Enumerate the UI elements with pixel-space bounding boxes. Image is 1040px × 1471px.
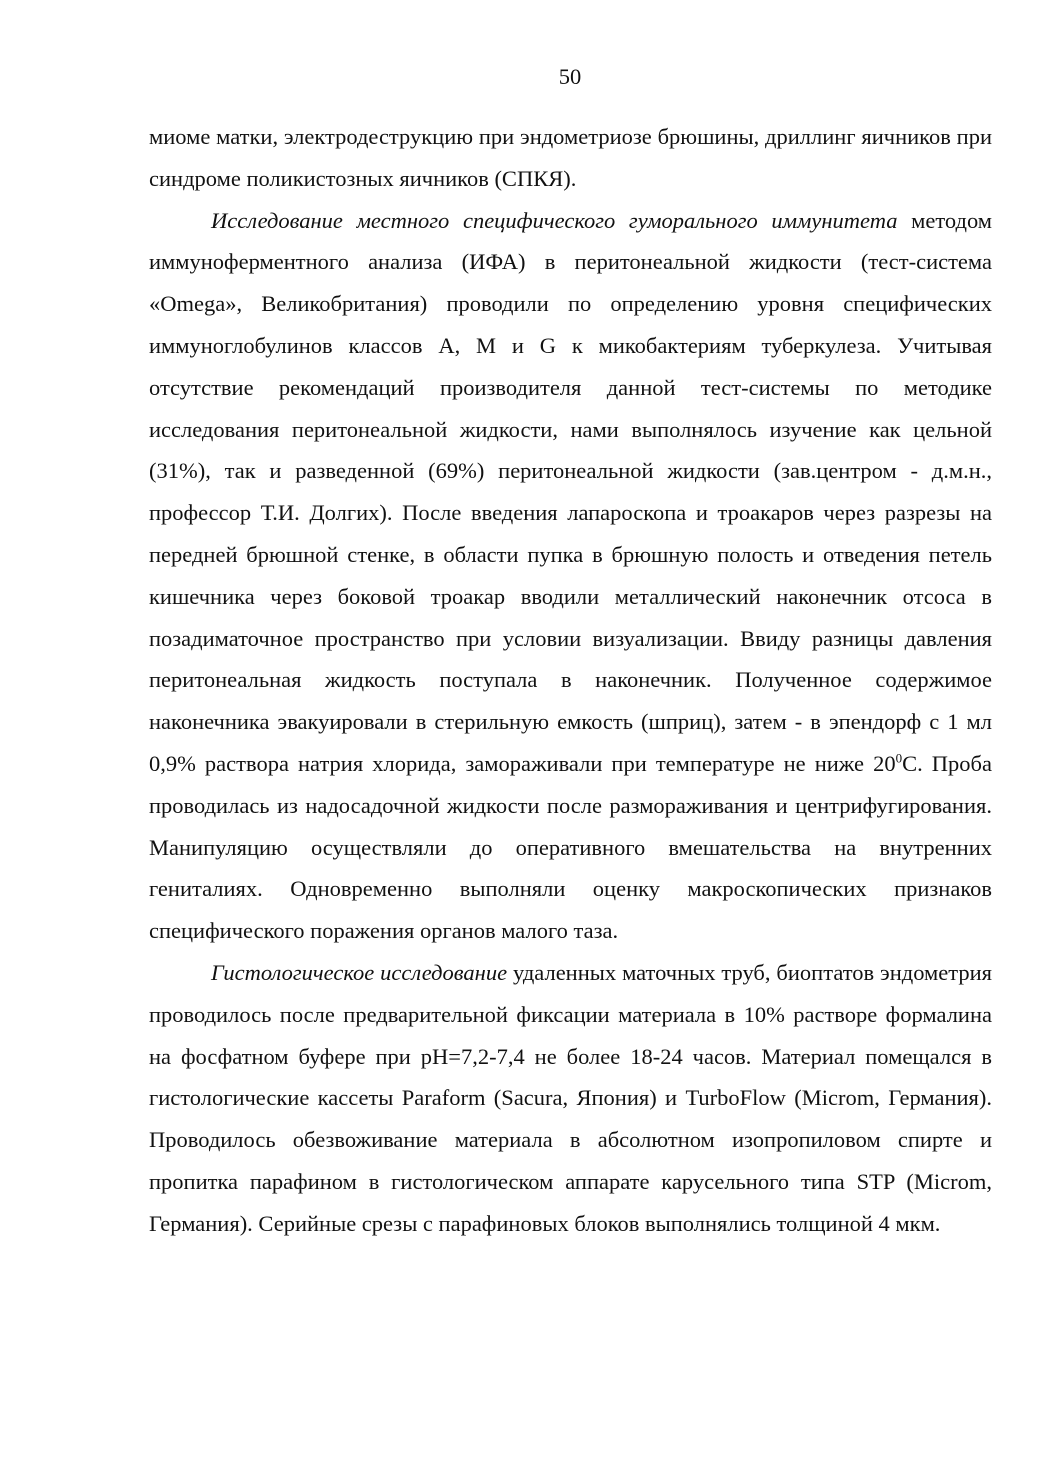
paragraph-text: удаленных маточных труб, биоптатов эндометрия проводилось после предварительной фиксации материала в 10% растворе формалина на фосфатном буфере при pH=7,2-7,4 не более 18-24 часов. Материал помещался в гистологические кассеты Paraform (Sacura, Япония) и TurboFlow (Microm, Германия). Проводилось обезвоживание материала в абсолютном изопропиловом спирте и пропитка парафином в гистологическом аппарате карусельного типа STP (Microm, Германия). Серийные срезы с парафиновых блоков выполнялись толщиной 4 мкм. [149, 959, 992, 1236]
paragraph-italic-lead: Исследование местного специфического гуморального иммунитета [211, 207, 898, 233]
paragraph-immunity-study [149, 200, 992, 952]
page-number: 50 [558, 64, 582, 89]
paragraph-text: методом иммуноферментного анализа (ИФА) в перитонеальной жидкости (тест-система «Omega», Великобритания) проводили по определению уровня специфических иммуноглобулинов классов А, М и G к микобактериям туберкулеза. Учитывая отсутствие рекомендаций производителя данной тест-системы по методике исследования перитонеальной жидкости, нами выполнялось изучение как цельной (31%), так и разведенной (69%) перитонеальной жидкости (зав.центром - д.м.н., профессор Т.И. Долгих). После введения лапароскопа и троакаров через разрезы на передней брюшной стенке, в области пупка в брюшную полость и отведения петель кишечника через боковой троакар вводили металлический наконечник отсоса в позадиматочное пространство при условии визуализации. Ввиду разницы давления перитонеальная жидкость поступала в наконечник. Полученное содержимое наконечника эвакуировали в стерильную емкость (шприц), затем - в эпендорф с 1 мл 0,9% раствора натрия хлорида, замораживали при температуре не ниже 20 [149, 207, 992, 776]
paragraph-histology-study [149, 952, 992, 1245]
paragraph-italic-lead: Гистологическое исследование [211, 959, 508, 985]
body-text [149, 116, 992, 1245]
degree-superscript: 0 [895, 750, 903, 766]
paragraph-continuation [149, 116, 992, 200]
paragraph-text: С. Проба проводилась из надосадочной жидкости после размораживания и центрифугирования. Манипуляцию осуществляли до оперативного вмешательства на внутренних гениталиях. Одновременно выполняли оценку макроскопических признаков специфического поражения органов малого таза. [149, 750, 992, 944]
paragraph-text: миоме матки, электродеструкцию при эндометриозе брюшины, дриллинг яичников при синдроме поликистозных яичников (СПКЯ). [149, 124, 992, 191]
